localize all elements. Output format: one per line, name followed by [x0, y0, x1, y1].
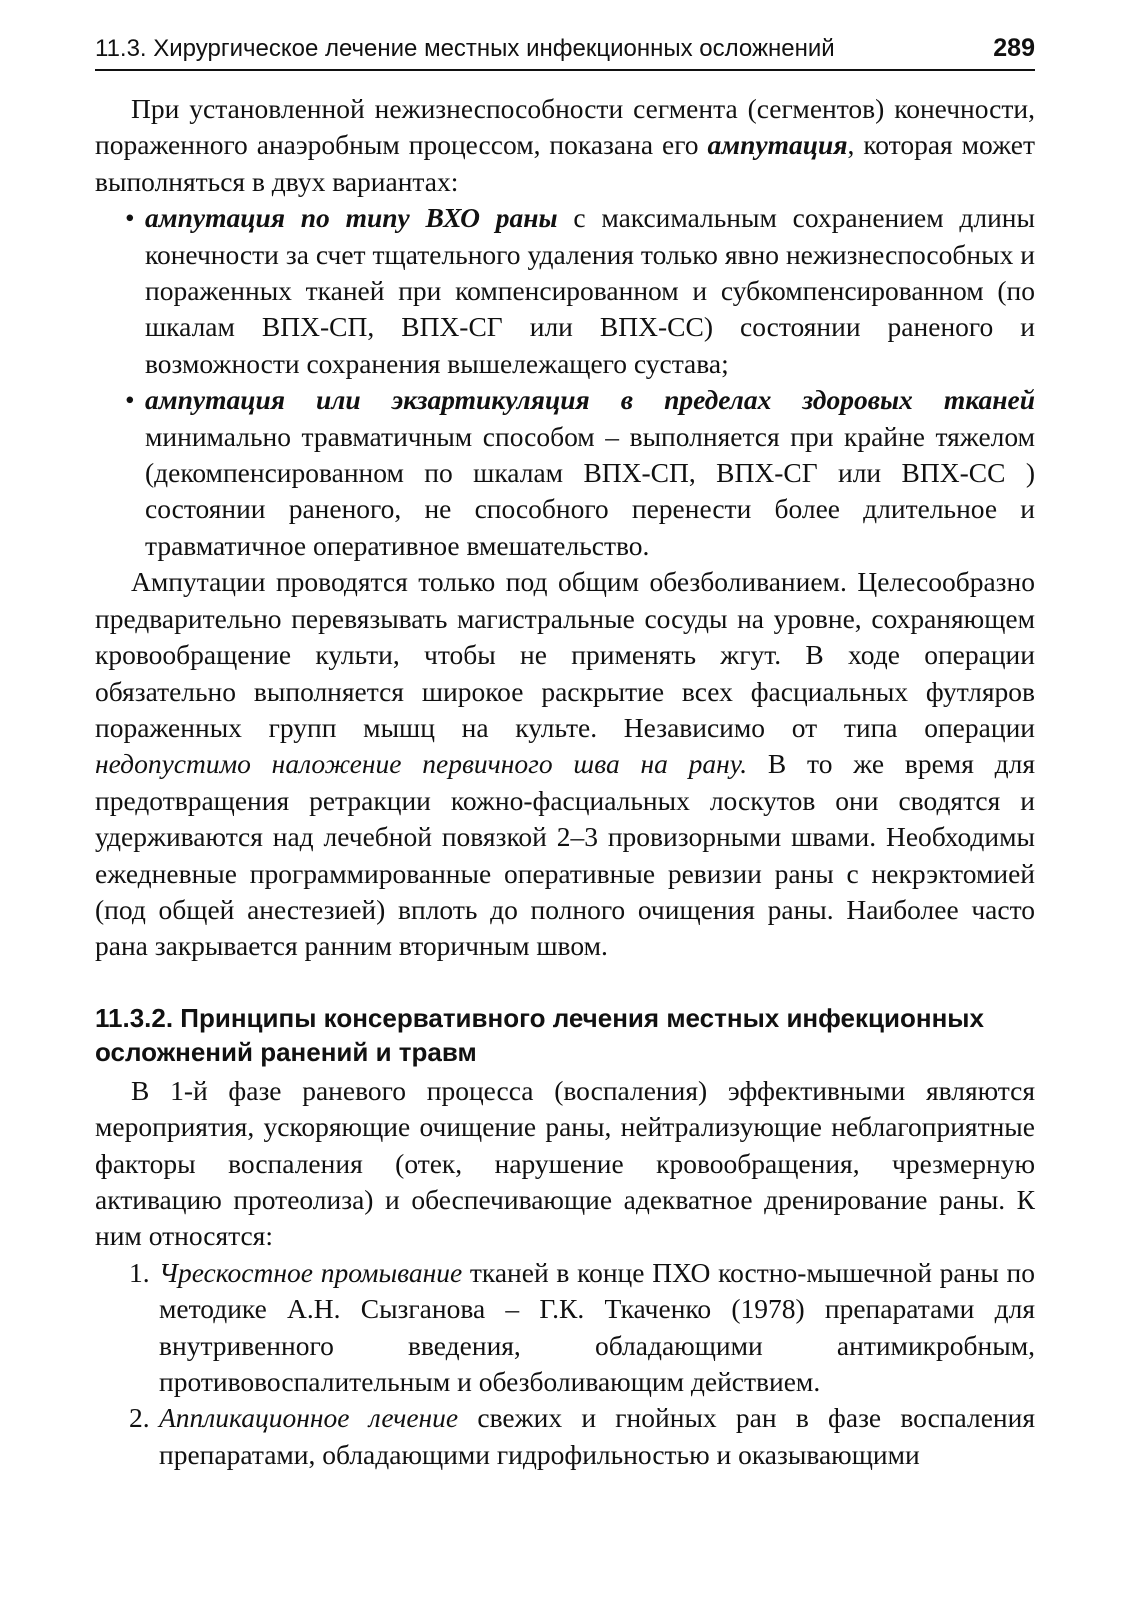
amputation-variants-list — [95, 200, 1035, 564]
treatment-measures-list — [95, 1255, 1035, 1473]
list-item: 1. Чрескостное промывание тканей в конце ПХО костно-мышечной раны по методике А.Н. Сызганова – Г.К. Ткаченко (1978) препаратами для внутривенного введения, обладающими антимикробным, противовоспалительным и обезболивающим действием. — [129, 1256, 1035, 1397]
paragraph-amputation-indication: При установленной нежизнеспособности сегмента (сегментов) конечности, пораженного анаэробным процессом, показана его ампутация, которая может выполняться в двух вариантах: — [95, 93, 1035, 197]
list-item-term: ампутация или экзартикуляция в пределах здоровых тканей — [145, 384, 1035, 416]
list-item: • ампутация или экзартикуляция в пределах здоровых тканей минимально травматичным способом – выполняется при крайне тяжелом (декомпенсированном по шкалам ВПХ-СП, ВПХ-СГ или ВПХ-СС ) состоянии раненого, не способного перенести более длительное и травматичное оперативное вмешательство. — [145, 382, 1035, 564]
body-text — [95, 91, 1035, 1473]
list-item: 2. Аппликационное лечение свежих и гнойных ран в фазе воспаления препаратами, обладающими гидрофильностью и оказывающими — [129, 1402, 1035, 1470]
list-number: 1. — [129, 1256, 150, 1288]
page-number: 289 — [993, 34, 1035, 62]
list-item-term: ампутация по типу ВХО раны — [145, 202, 558, 234]
paragraph-amputation-technique: Ампутации проводятся только под общим обезболиванием. Целесообразно предварительно перевязывать магистральные сосуды на уровне, сохраняющем кровообращение культи, чтобы не применять жгут. В ходе операции обязательно выполняется широкое раскрытие всех фасциальных футляров пораженных групп мышц на культе. Независимо от типа операции недопустимо наложение первичного шва на рану. В то же время для предотвращения ретракции кожно-фасциальных лоскутов они сводятся и удерживаются над лечебной повязкой 2–3 провизорными швами. Необходимы ежедневные программированные оперативные ревизии раны с некрэктомией (под общей анестезией) вплоть до полного очищения раны. Наиболее часто рана закрывается ранним вторичным швом. — [95, 566, 1035, 962]
list-item: • ампутация по типу ВХО раны с максимальным сохранением длины конечности за счет тщательного удаления только явно нежизнеспособных и пораженных тканей при компенсированном и субкомпенсированном (по шкалам ВПХ-СП, ВПХ-СГ или ВПХ-СС) состоянии раненого и возможности сохранения вышележащего сустава; — [145, 200, 1035, 382]
paragraph-phase-one: В 1-й фазе раневого процесса (воспаления) эффективными являются мероприятия, ускоряющие очищение раны, нейтрализующие неблагоприятные факторы воспаления (отек, нарушение кровообращения, чрезмерную активацию протеолиза) и обеспечивающие адекватное дренирование раны. К ним относятся: — [95, 1074, 1035, 1252]
running-header — [95, 34, 1035, 71]
emphasis-no-primary-suture: недопустимо наложение первичного шва на рану. — [95, 748, 748, 780]
list-number: 2. — [129, 1402, 150, 1434]
emphasis-amputation: ампутация — [707, 129, 848, 161]
list-item-term: Чрескостное промывание — [159, 1256, 463, 1288]
list-item-term: Аппликационное лечение — [159, 1402, 459, 1434]
running-title: 11.3. Хирургическое лечение местных инфекционных осложнений — [95, 35, 835, 62]
section-heading: 11.3.2. Принципы консервативного лечения местных инфекционных осложнений ранений и травм — [95, 1002, 984, 1067]
